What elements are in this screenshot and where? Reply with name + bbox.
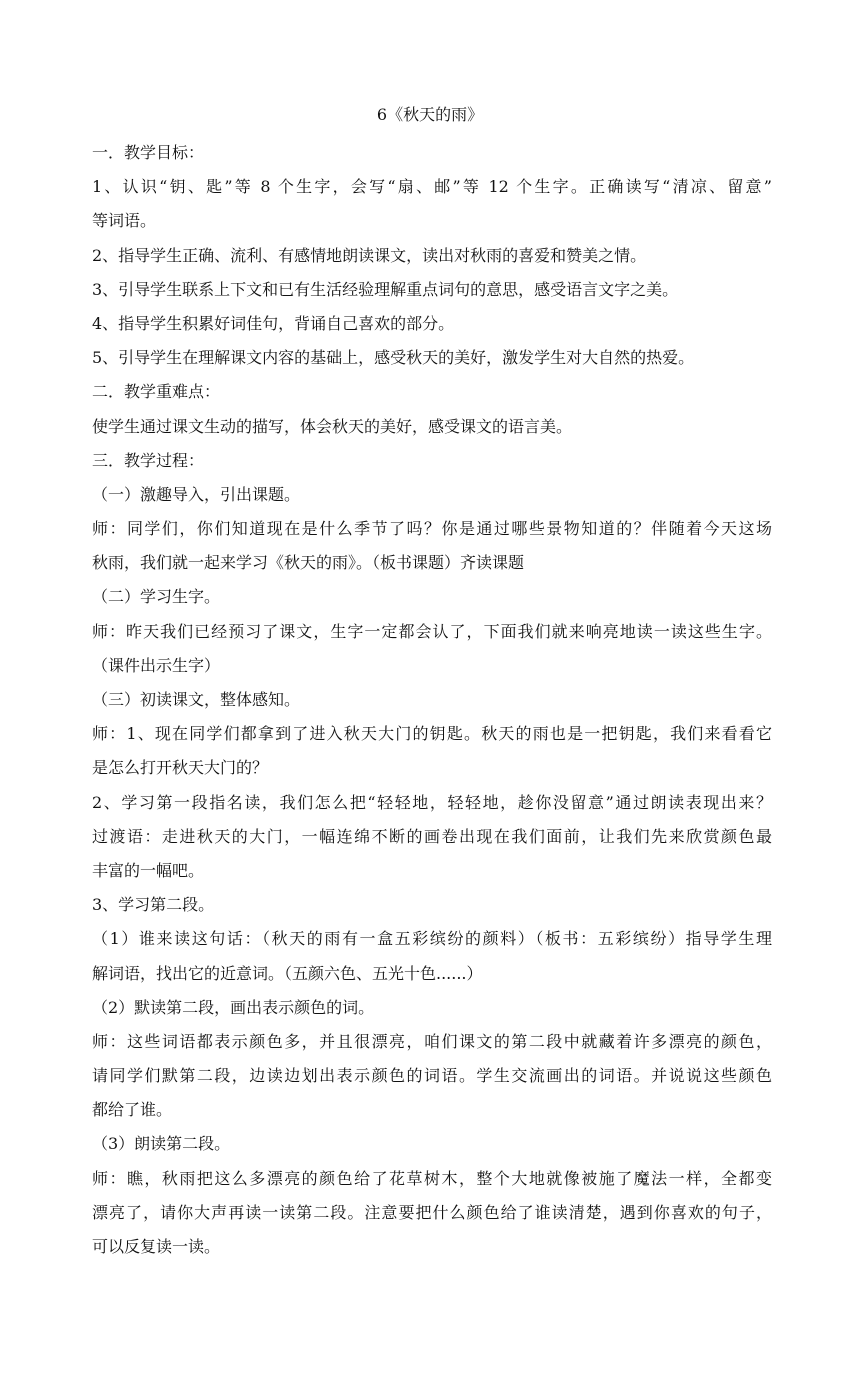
paragraph-line: 丰富的一幅吧。 xyxy=(92,860,205,880)
paragraph-line: 请同学们默第二段，边读边划出表示颜色的词语。学生交流画出的词语。并说说这些颜色 xyxy=(92,1066,772,1086)
paragraph-line: （课件出示生字） xyxy=(92,655,221,675)
paragraph-line: 2、指导学生正确、流利、有感情地朗读课文，读出对秋雨的喜爱和赞美之情。 xyxy=(92,245,647,265)
subsection-heading: （一）激趣导入，引出课题。 xyxy=(92,484,301,504)
paragraph-line: 3、引导学生联系上下文和已有生活经验理解重点词句的意思，感受语言文字之美。 xyxy=(92,279,679,299)
paragraph-line: 2、学习第一段指名读，我们怎么把“轻轻地，轻轻地，趁你没留意”通过朗读表现出来？ xyxy=(92,792,772,812)
paragraph-line: 可以反复读一读。 xyxy=(92,1237,221,1256)
document-body xyxy=(92,136,772,1264)
paragraph-line: 解词语，找出它的近意词。（五颜六色、五光十色......） xyxy=(92,963,483,983)
paragraph-line: 师：瞧，秋雨把这么多漂亮的颜色给了花草树木，整个大地就像被施了魔法一样，全都变 xyxy=(92,1168,772,1188)
subsection-heading: （三）初读课文，整体感知。 xyxy=(92,690,301,709)
paragraph-line: 都给了谁。 xyxy=(92,1100,173,1120)
paragraph-line: 漂亮了，请你大声再读一读第二段。注意要把什么颜色给了谁读清楚，遇到你喜欢的句子， xyxy=(92,1202,772,1222)
subsection-heading: （二）学习生字。 xyxy=(92,587,221,607)
paragraph-line: 师：1、现在同学们都拿到了进入秋天大门的钥匙。秋天的雨也是一把钥匙，我们来看看它 xyxy=(92,724,772,744)
paragraph-line: 师：这些词语都表示颜色多，并且很漂亮，咱们课文的第二段中就藏着许多漂亮的颜色， xyxy=(92,1031,772,1051)
section-heading: 一．教学目标： xyxy=(92,143,205,162)
document-title: 6《秋天的雨》 xyxy=(376,105,484,124)
paragraph-line: 4、指导学生积累好词佳句，背诵自己喜欢的部分。 xyxy=(92,313,455,333)
paragraph-line: 是怎么打开秋天大门的？ xyxy=(92,758,269,778)
paragraph-line: 过渡语：走进秋天的大门，一幅连绵不断的画卷出现在我们面前，让我们先来欣赏颜色最 xyxy=(92,826,772,846)
section-heading: 三．教学过程： xyxy=(92,450,205,470)
section-heading: 二．教学重难点： xyxy=(92,382,221,402)
paragraph-line: 等词语。 xyxy=(92,211,157,231)
paragraph-line: 1、认识“钥、匙”等 8 个生字，会写“扇、邮”等 12 个生字。正确读写“清凉、留意” xyxy=(92,177,772,197)
paragraph-line: 使学生通过课文生动的描写，体会秋天的美好，感受课文的语言美。 xyxy=(92,416,573,436)
paragraph-line: （3）朗读第二段。 xyxy=(92,1134,231,1154)
paragraph-line: 3、学习第二段。 xyxy=(92,895,215,915)
paragraph-line: （2）默读第二段，画出表示颜色的词。 xyxy=(92,997,375,1017)
paragraph-line: （1）谁来读这句话：（秋天的雨有一盒五彩缤纷的颜料）（板书：五彩缤纷）指导学生理 xyxy=(92,929,772,949)
paragraph-line: 师：同学们，你们知道现在是什么季节了吗？你是通过哪些景物知道的？伴随着今天这场 xyxy=(92,519,772,539)
paragraph-line: 5、引导学生在理解课文内容的基础上，感受秋天的美好，激发学生对大自然的热爱。 xyxy=(92,348,695,368)
paragraph-line: 师：昨天我们已经预习了课文，生字一定都会认了，下面我们就来响亮地读一读这些生字。 xyxy=(92,621,772,641)
paragraph-line: 秋雨，我们就一起来学习《秋天的雨》。（板书课题）齐读课题 xyxy=(92,553,525,573)
